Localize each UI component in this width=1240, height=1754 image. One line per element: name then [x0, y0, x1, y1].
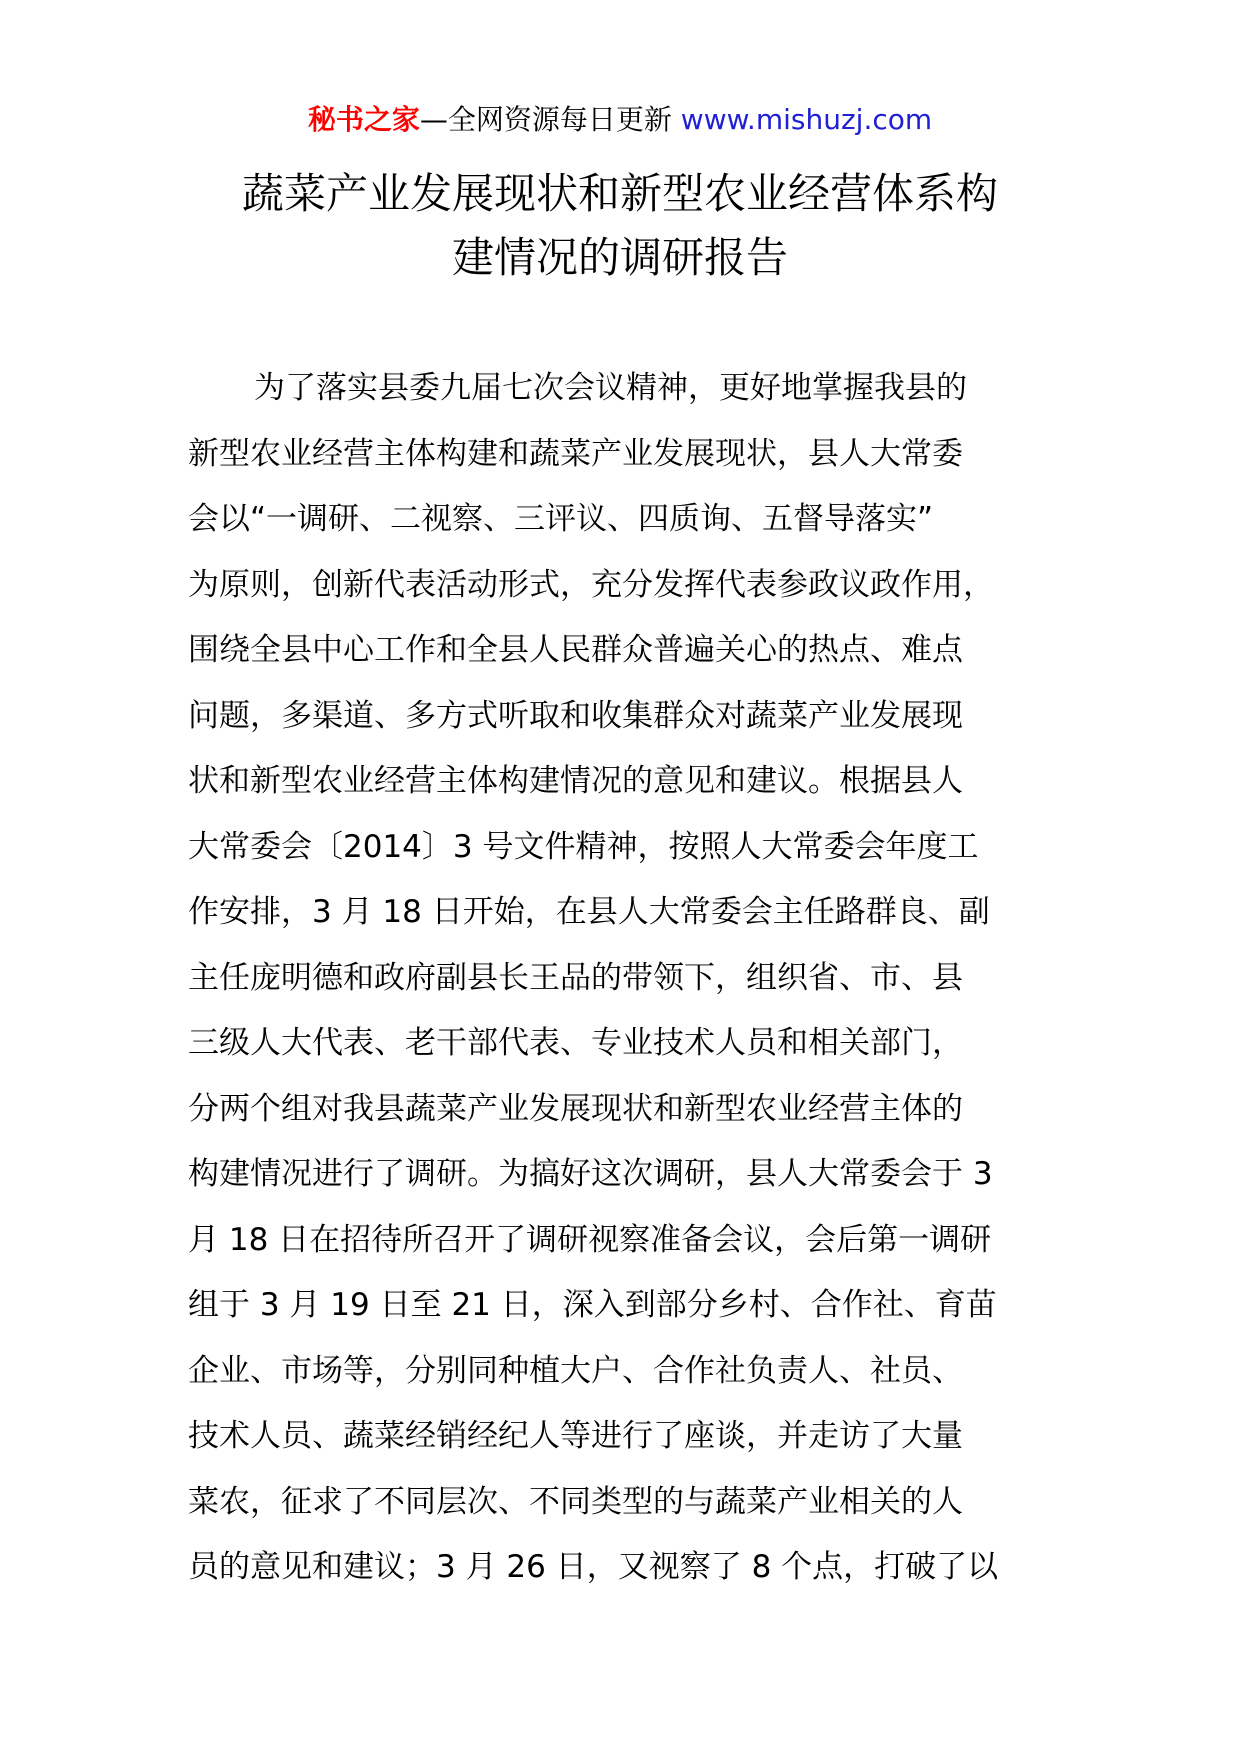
document-title — [150, 162, 1090, 290]
paragraph-line: 组于 3 月 19 日至 21 日，深入到部分乡村、合作社、育苗 — [188, 1287, 997, 1323]
paragraph-line: 主任庞明德和政府副县长王品的带领下，组织省、市、县 — [188, 959, 963, 996]
site-header — [0, 100, 1240, 140]
title-line: 蔬菜产业发展现状和新型农业经营体系构 — [241, 169, 998, 218]
site-tagline: —全网资源每日更新 — [419, 103, 672, 136]
paragraph-line: 为了落实县委九届七次会议精神，更好地掌握我县的 — [254, 370, 967, 406]
paragraph-line: 为原则，创新代表活动形式，充分发挥代表参政议政作用， — [188, 566, 994, 603]
paragraph-line: 大常委会〔2014〕3 号文件精神，按照人大常委会年度工 — [188, 828, 979, 865]
paragraph-line: 三级人大代表、老干部代表、专业技术人员和相关部门， — [188, 1025, 963, 1061]
paragraph-line: 状和新型农业经营主体构建情况的意见和建议。根据县人 — [188, 763, 963, 799]
site-url-link[interactable]: www.mishuzj.com — [680, 103, 933, 136]
paragraph-line: 分两个组对我县蔬菜产业发展现状和新型农业经营主体的 — [188, 1090, 963, 1127]
paragraph-line: 会以“一调研、二视察、三评议、四质询、五督导落实” — [188, 501, 934, 537]
site-brand: 秘书之家 — [307, 103, 420, 136]
paragraph-line: 围绕全县中心工作和全县人民群众普遍关心的热点、难点 — [188, 632, 963, 668]
paragraph-line: 问题，多渠道、多方式听取和收集群众对蔬菜产业发展现 — [188, 697, 963, 734]
paragraph-line: 企业、市场等，分别同种植大户、合作社负责人、社员、 — [188, 1352, 963, 1389]
title-line: 建情况的调研报告 — [451, 233, 788, 282]
paragraph-line: 月 18 日在招待所召开了调研视察准备会议，会后第一调研 — [188, 1221, 992, 1258]
paragraph-line: 菜农，征求了不同层次、不同类型的与蔬菜产业相关的人 — [188, 1483, 963, 1520]
paragraph-line: 作安排，3 月 18 日开始，在县人大常委会主任路群良、副 — [188, 894, 990, 930]
paragraph-line: 技术人员、蔬菜经销经纪人等进行了座谈，并走访了大量 — [188, 1418, 963, 1454]
paragraph-line: 员的意见和建议；3 月 26 日，又视察了 8 个点，打破了以 — [188, 1549, 999, 1585]
body-paragraph — [188, 356, 1068, 1601]
paragraph-line: 构建情况进行了调研。为搞好这次调研，县人大常委会于 3 — [188, 1156, 993, 1192]
paragraph-line: 新型农业经营主体构建和蔬菜产业发展现状，县人大常委 — [188, 435, 963, 472]
